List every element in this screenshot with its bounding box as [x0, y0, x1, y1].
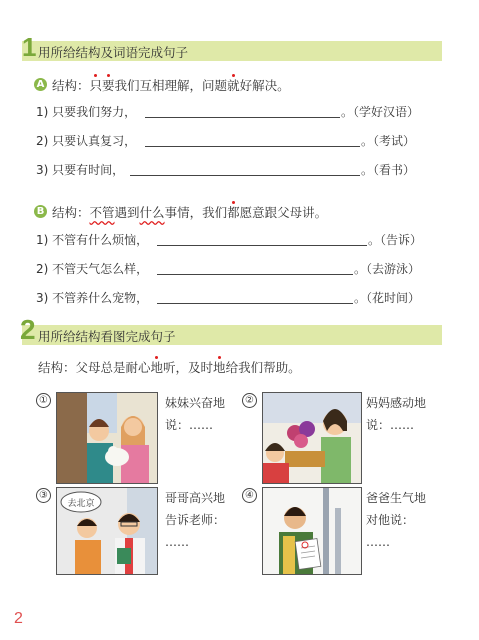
- exercise-item: 3) 不管养什么宠物，: [36, 291, 149, 305]
- caption-line: 说：……: [165, 418, 214, 432]
- emphasis-word: 都: [227, 205, 240, 220]
- structure-text: 愿意跟父母讲。: [239, 205, 328, 220]
- section-1-number: 1: [22, 32, 37, 62]
- section-1-title: 用所给结构及词语完成句子: [38, 45, 189, 60]
- part-b-badge: B: [34, 205, 47, 218]
- answer-blank[interactable]: [145, 146, 360, 147]
- structure-prefix: 结构：: [52, 78, 90, 93]
- picture-mom-moved: [262, 392, 362, 484]
- structure-prefix: 结构：: [52, 205, 90, 220]
- structure-text: 结构：父母总是耐心: [38, 360, 151, 375]
- picture-caption: [165, 392, 225, 436]
- part-b-structure: [52, 203, 327, 221]
- answer-blank[interactable]: [157, 245, 367, 246]
- answer-blank[interactable]: [145, 117, 340, 118]
- picture-caption: [366, 392, 426, 436]
- structure-text: 好解决。: [239, 78, 290, 93]
- emphasis-word: 什么: [139, 205, 165, 220]
- structure-text: 听，及时: [163, 360, 214, 375]
- illustration-brother-and-teacher: [57, 488, 157, 574]
- picture-caption: [366, 487, 426, 553]
- picture-dad-angry: [262, 487, 362, 575]
- exercise-item: 2) 不管天气怎么样，: [36, 262, 149, 276]
- part-a-badge: A: [34, 78, 47, 91]
- picture-number: ①: [36, 393, 51, 408]
- section-2-structure: [38, 358, 301, 376]
- structure-text: 我们互相理解，问题: [114, 78, 228, 93]
- caption-line: 哥哥高兴地: [165, 491, 226, 505]
- caption-line: ……: [366, 535, 390, 549]
- picture-number: ④: [242, 488, 257, 503]
- illustration-girls-with-dog: [57, 393, 157, 483]
- illustration-boy-with-test-paper: [263, 488, 361, 574]
- exercise-hint: 。（去游泳）: [354, 262, 421, 276]
- caption-line: 告诉老师：: [165, 513, 226, 527]
- picture-sister-excited: [56, 392, 158, 484]
- exercise-hint: 。（看书）: [361, 163, 416, 177]
- answer-blank[interactable]: [130, 175, 360, 176]
- emphasis-word: 地: [150, 360, 164, 375]
- picture-caption: [165, 487, 225, 553]
- exercise-item: 2) 只要认真复习，: [36, 134, 137, 148]
- caption-line: 妹妹兴奋地: [165, 396, 226, 410]
- emphasis-word: 就: [227, 78, 240, 93]
- section-2-title: 用所给结构看图完成句子: [38, 329, 176, 344]
- structure-text: 事情，我们: [164, 205, 228, 220]
- exercise-hint: 。（告诉）: [368, 233, 423, 247]
- structure-text: 给我们帮助。: [225, 360, 301, 375]
- page-number: 2: [14, 610, 23, 627]
- caption-line: ……: [165, 535, 189, 549]
- exercise-item: 3) 只要有时间，: [36, 163, 125, 177]
- emphasis-word: 不管: [89, 205, 115, 220]
- emphasis-word: 地: [213, 360, 226, 375]
- illustration-mom-with-cake: [263, 393, 361, 483]
- speech-bubble-text: 去北京: [67, 499, 95, 509]
- part-a-structure: [52, 76, 290, 94]
- exercise-hint: 。（花时间）: [354, 291, 421, 305]
- answer-blank[interactable]: [157, 274, 353, 275]
- picture-brother-happy: [56, 487, 158, 575]
- exercise-item: 1) 不管有什么烦恼，: [36, 233, 149, 247]
- caption-line: 爸爸生气地: [366, 491, 427, 505]
- caption-line: 妈妈感动地: [366, 396, 427, 410]
- caption-line: 对他说：: [366, 513, 415, 527]
- exercise-hint: 。（考试）: [361, 134, 416, 148]
- emphasis-word: 只: [89, 78, 103, 93]
- structure-text: 遇到: [114, 205, 140, 220]
- caption-line: 说：……: [366, 418, 415, 432]
- answer-blank[interactable]: [157, 303, 353, 304]
- picture-number: ③: [36, 488, 51, 503]
- exercise-item: 1) 只要我们努力，: [36, 105, 137, 119]
- section-2-number: 2: [20, 314, 36, 345]
- picture-number: ②: [242, 393, 257, 408]
- exercise-hint: 。（学好汉语）: [341, 105, 420, 119]
- emphasis-word: 要: [102, 78, 115, 93]
